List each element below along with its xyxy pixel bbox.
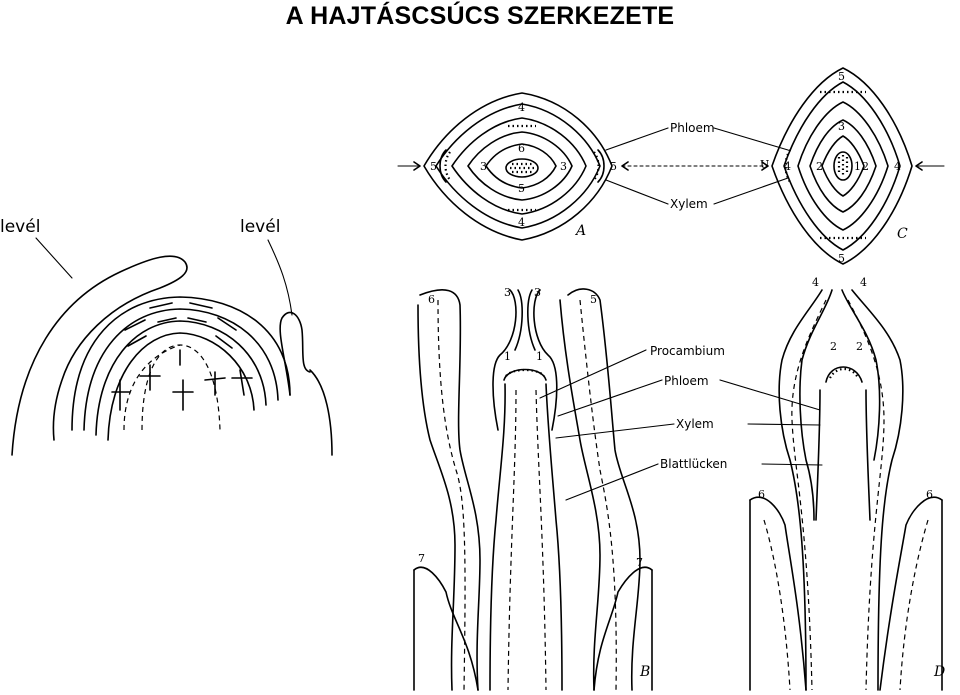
c-num-2-right: 2 xyxy=(862,160,869,173)
c-num-2-left: 2 xyxy=(816,160,823,173)
cross-section-c xyxy=(772,68,944,265)
b-num-1-right: 1 xyxy=(536,350,543,363)
a-num-4-top: 4 xyxy=(518,101,525,114)
longitudinal-section-d xyxy=(750,276,945,690)
a-num-5-right: 5 xyxy=(610,160,617,173)
c-num-3-top: 3 xyxy=(838,120,845,133)
right-leaf-outline xyxy=(280,312,310,395)
label-xylem-top: Xylem xyxy=(670,197,708,211)
b-num-5: 5 xyxy=(590,293,597,306)
longitudinal-section-b xyxy=(414,286,652,690)
shoot-apex-longitudinal-figure xyxy=(0,217,332,455)
cross-section-a xyxy=(398,93,617,240)
label-phloem-top: Phloem xyxy=(670,121,715,135)
a-num-3-right: 3 xyxy=(560,160,567,173)
page-title: A HAJTÁSCSÚCS SZERKEZETE xyxy=(285,2,675,30)
c-num-5-bottom: 5 xyxy=(838,252,845,265)
c-num-5-top: 5 xyxy=(838,70,845,83)
dome-dashed-inner xyxy=(142,345,220,430)
leaf-pointer-right xyxy=(268,240,292,315)
longitudinal-labels xyxy=(540,344,822,500)
c-num-u: U xyxy=(760,158,770,171)
d-num-2-right: 2 xyxy=(856,340,863,353)
panel-label-d: D xyxy=(934,664,946,680)
a-num-5-center: 5 xyxy=(518,182,525,195)
b-num-1-left: 1 xyxy=(504,350,511,363)
a-num-5-left: 5 xyxy=(430,160,437,173)
panel-label-a: A xyxy=(576,223,587,239)
c-num-4-left: 4 xyxy=(784,160,791,173)
b-num-3-left: 3 xyxy=(504,286,511,299)
panel-label-c: C xyxy=(897,226,908,242)
leaf-pointer-left xyxy=(36,238,72,278)
label-xylem-mid: Xylem xyxy=(676,417,714,431)
b-left-leaf-inner xyxy=(418,305,455,690)
b-num-6: 6 xyxy=(428,293,435,306)
a-num-3-left: 3 xyxy=(480,160,487,173)
b-num-7-left: 7 xyxy=(418,552,425,565)
b-num-3-right: 3 xyxy=(534,286,541,299)
leaf-label-left: levél xyxy=(0,217,41,237)
panel-label-b: B xyxy=(640,664,651,680)
d-num-6-right: 6 xyxy=(926,488,933,501)
d-num-2-left: 2 xyxy=(830,340,837,353)
leaf-label-right: levél xyxy=(240,217,281,237)
d-num-4-left: 4 xyxy=(812,276,819,289)
cross-section-labels xyxy=(606,121,788,211)
label-procambium: Procambium xyxy=(650,344,725,358)
label-blattlucken: Blattlücken xyxy=(660,457,728,471)
d-num-6-left: 6 xyxy=(758,488,765,501)
label-phloem-mid: Phloem xyxy=(664,374,709,388)
d-num-4-right: 4 xyxy=(860,276,867,289)
a-num-6: 6 xyxy=(518,142,525,155)
b-num-7-right: 7 xyxy=(636,556,643,569)
c-num-1: 1 xyxy=(854,160,861,173)
dome-dashed-left xyxy=(124,345,180,430)
left-leaf-outline xyxy=(12,256,187,455)
b-axis-right xyxy=(546,384,562,690)
axis-outline-right xyxy=(310,370,332,455)
c-num-4-right: 4 xyxy=(894,160,901,173)
dome-layer-4 xyxy=(108,333,254,440)
dome-layer-1 xyxy=(72,297,290,430)
dome-layer-2 xyxy=(84,309,278,430)
a-num-4-bottom: 4 xyxy=(518,216,525,229)
b-left-leaf-outer xyxy=(420,290,480,690)
